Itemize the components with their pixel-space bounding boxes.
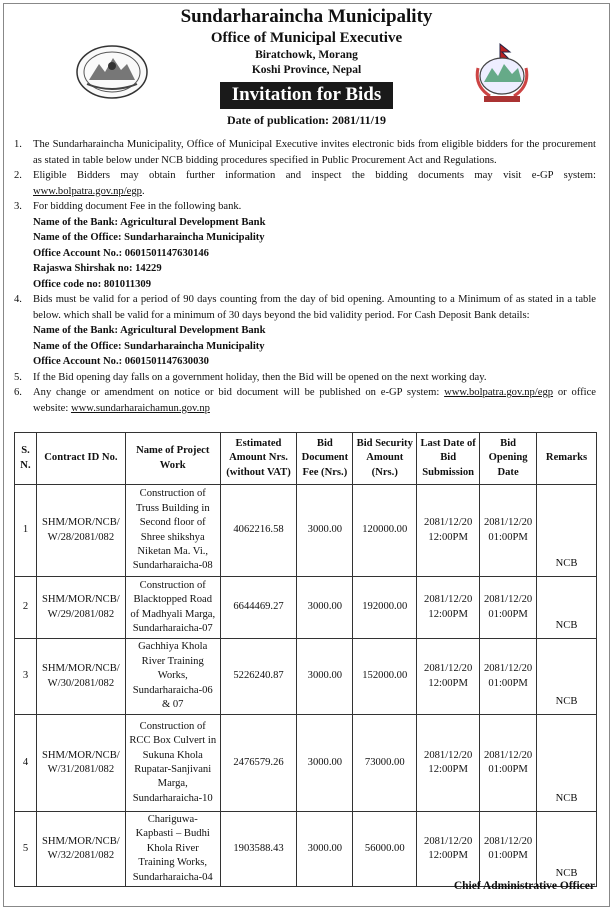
table-row xyxy=(15,639,597,715)
cell-security: 120000.00 xyxy=(353,485,417,577)
list-item: 2. Eligible Bidders may obtain further information and inspect the bidding documents may visit e-GP system: www.bolpatra.gov.np/egp. xyxy=(14,170,596,197)
cell-amount: 2476579.26 xyxy=(220,715,297,812)
nepal-coat-of-arms-icon xyxy=(470,40,534,106)
item-text: Eligible Bidders may obtain further information and inspect the bidding documents may visit e-GP system: xyxy=(33,170,596,181)
municipality-title: Sundarharaincha Municipality xyxy=(180,6,433,27)
cell-sn: 3 xyxy=(15,639,37,715)
cell-remarks: NCB xyxy=(537,577,597,639)
col-header-remarks: Remarks xyxy=(537,433,597,485)
cell-contract: SHM/MOR/NCB/ W/32/2081/082 xyxy=(36,812,125,887)
cell-remarks: NCB xyxy=(537,485,597,577)
cell-opening: 2081/12/20 01:00PM xyxy=(480,485,537,577)
cell-remarks: NCB xyxy=(537,639,597,715)
signature-title: Chief Administrative Officer xyxy=(453,880,595,892)
item-text: Any change or amendment on notice or bid document will be published on e-GP system: xyxy=(33,387,445,398)
col-header-security: Bid Security Amount (Nrs.) xyxy=(353,433,417,485)
cell-sn: 1 xyxy=(15,485,37,577)
cell-contract: SHM/MOR/NCB/ W/31/2081/082 xyxy=(36,715,125,812)
cell-project: Construction of RCC Box Culvert in Sukuna Khola Rupatar-Sanjivani Marga, Sundarharaicha-10 xyxy=(125,715,220,812)
cell-project: Construction of Truss Building in Second floor of Shree shikshya Niketan Ma. Vi., Sundarharaicha-08 xyxy=(125,485,220,577)
cell-contract: SHM/MOR/NCB/ W/30/2081/082 xyxy=(36,639,125,715)
cell-security: 56000.00 xyxy=(353,812,417,887)
cell-fee: 3000.00 xyxy=(297,639,353,715)
list-item: 5. If the Bid opening day falls on a government holiday, then the Bid will be opened on the next working day. xyxy=(14,370,596,386)
office-title: Office of Municipal Executive xyxy=(210,30,403,46)
rajaswa-shirshak: Rajaswa Shirshak no: 14229 xyxy=(33,263,162,274)
list-item: 4. Bids must be valid for a period of 90 days counting from the day of bid opening. Amounting to a Minimum of as stated in a table below. which shall be valid for a minimum of 30 days beyond the bid validity period. For Cash Deposit Bank details: Name of the Bank: Agricultural Development Bank Name of the Office: Sundarharaincha Municipality Office Account No.: 0601501147630030 xyxy=(14,292,596,370)
cell-security: 73000.00 xyxy=(353,715,417,812)
bank-name: Name of the Bank: Agricultural Development Bank xyxy=(33,325,266,336)
cell-opening: 2081/12/20 01:00PM xyxy=(480,812,537,887)
cell-project: Construction of Blacktopped Road of Madhyali Marga, Sundarharaicha-07 xyxy=(125,577,220,639)
cell-contract: SHM/MOR/NCB/ W/29/2081/082 xyxy=(36,577,125,639)
cell-sn: 4 xyxy=(15,715,37,812)
list-item: 6. Any change or amendment on notice or bid document will be published on e-GP system: www.bolpatra.gov.np/egp or office website: www.sundarharaichamun.gov.np xyxy=(14,387,596,414)
list-item: 1. The Sundarharaincha Municipality, Office of Municipal Executive invites electronic bids from eligible bidders for the procurement as stated in table below under NCB bidding procedures specified in Public Procurement Act and Regulations. xyxy=(14,137,596,168)
cell-last-date: 2081/12/20 12:00PM xyxy=(417,812,480,887)
bids-table xyxy=(14,432,597,887)
cell-last-date: 2081/12/20 12:00PM xyxy=(417,577,480,639)
egp-link[interactable]: www.bolpatra.gov.np/egp xyxy=(444,387,554,398)
bank-name: Name of the Bank: Agricultural Development Bank xyxy=(33,216,266,228)
office-name: Name of the Office: Sundarharaincha Municipality xyxy=(33,232,265,243)
cell-fee: 3000.00 xyxy=(297,485,353,577)
office-code: Office code no: 801011309 xyxy=(33,278,151,290)
col-header-sn: S. N. xyxy=(15,433,37,485)
list-item: 3. For bidding document Fee in the following bank. Name of the Bank: Agricultural Development Bank Name of the Office: Sundarharaincha Municipality Office Account No.: 0601501147630146 Rajaswa Shirshak no: 14229 Office code no: 801011309 xyxy=(14,199,596,292)
cell-security: 192000.00 xyxy=(353,577,417,639)
item-text: Bids must be valid for a period of 90 days counting from the day of bid opening. Amounting to a Minimum of as stated in a table below. which shall be valid for a minimum of 30 days beyond the bid validity period. For Cash Deposit Bank details: xyxy=(33,294,596,321)
cell-amount: 5226240.87 xyxy=(220,639,297,715)
cell-sn: 5 xyxy=(15,812,37,887)
col-header-amount: Estimated Amount Nrs. (without VAT) xyxy=(220,433,297,485)
cell-amount: 4062216.58 xyxy=(220,485,297,577)
cell-contract: SHM/MOR/NCB/ W/28/2081/082 xyxy=(36,485,125,577)
office-name: Name of the Office: Sundarharaincha Municipality xyxy=(33,340,265,352)
cell-security: 152000.00 xyxy=(353,639,417,715)
cell-project: Gachhiya Khola River Training Works, Sundarharaicha-06 & 07 xyxy=(125,639,220,715)
notice-items xyxy=(14,137,596,416)
cell-sn: 2 xyxy=(15,577,37,639)
table-row xyxy=(15,485,597,577)
table-row xyxy=(15,812,597,887)
invitation-banner: Invitation for Bids xyxy=(220,82,394,109)
cell-fee: 3000.00 xyxy=(297,812,353,887)
cell-last-date: 2081/12/20 12:00PM xyxy=(417,485,480,577)
cell-opening: 2081/12/20 01:00PM xyxy=(480,639,537,715)
col-header-contract: Contract ID No. xyxy=(36,433,125,485)
col-header-fee: Bid Document Fee (Nrs.) xyxy=(297,433,353,485)
account-number: Office Account No.: 0601501147630030 xyxy=(33,356,209,367)
col-header-last-date: Last Date of Bid Submission xyxy=(417,433,480,485)
address-line-2: Koshi Province, Nepal xyxy=(251,64,362,76)
cell-remarks: NCB xyxy=(537,812,597,887)
cell-last-date: 2081/12/20 12:00PM xyxy=(417,715,480,812)
cell-opening: 2081/12/20 01:00PM xyxy=(480,577,537,639)
table-row xyxy=(15,577,597,639)
cell-last-date: 2081/12/20 12:00PM xyxy=(417,639,480,715)
account-number: Office Account No.: 0601501147630146 xyxy=(33,247,209,259)
address-line-1: Biratchowk, Morang xyxy=(255,49,358,61)
cell-amount: 6644469.27 xyxy=(220,577,297,639)
col-header-opening: Bid Opening Date xyxy=(480,433,537,485)
item-text: The Sundarharaincha Municipality, Office of Municipal Executive invites electronic bids from eligible bidders for the procurement as stated in table below under NCB bidding procedures specified in Public Procurement Act and Regulations. xyxy=(33,139,596,166)
office-website-link[interactable]: www.sundarharaichamun.gov.np xyxy=(70,402,210,414)
egp-link[interactable]: www.bolpatra.gov.np/egp xyxy=(33,185,142,197)
item-text: For bidding document Fee in the following bank. xyxy=(33,201,242,212)
item-text: If the Bid opening day falls on a government holiday, then the Bid will be opened on the next working day. xyxy=(33,371,487,383)
cell-project: Chariguwa- Kapbasti – Budhi Khola River Training Works, Sundarharaicha-04 xyxy=(125,812,220,887)
cell-amount: 1903588.43 xyxy=(220,812,297,887)
table-row xyxy=(15,715,597,812)
col-header-project: Name of Project Work xyxy=(125,433,220,485)
cell-remarks: NCB xyxy=(537,715,597,812)
table-header-row xyxy=(15,433,597,485)
cell-fee: 3000.00 xyxy=(297,577,353,639)
publication-date: Date of publication: 2081/11/19 xyxy=(226,113,386,127)
cell-opening: 2081/12/20 01:00PM xyxy=(480,715,537,812)
municipality-seal-icon xyxy=(75,44,149,100)
cell-fee: 3000.00 xyxy=(297,715,353,812)
